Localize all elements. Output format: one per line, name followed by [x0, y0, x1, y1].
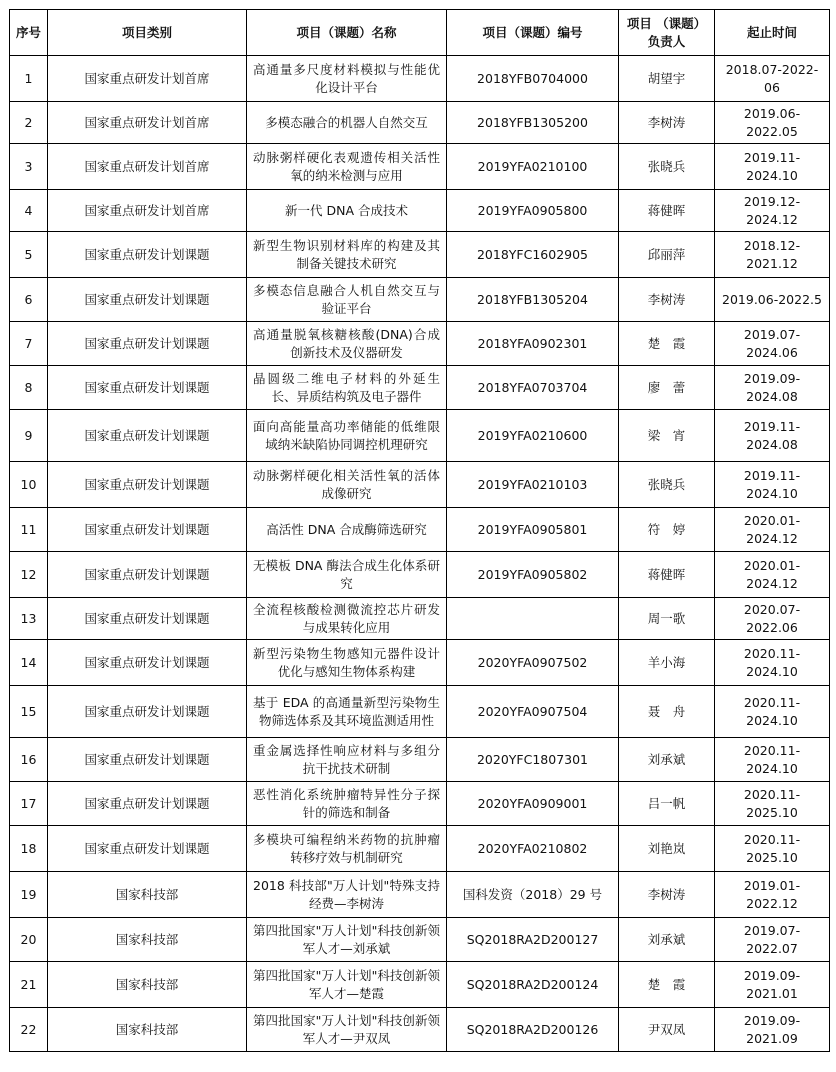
cell-leader: 聂 舟 — [619, 686, 715, 738]
table-row — [10, 322, 830, 366]
table-row — [10, 962, 830, 1008]
table-row — [10, 278, 830, 322]
table-row — [10, 232, 830, 278]
cell-leader: 周一歌 — [619, 598, 715, 640]
cell-category: 国家重点研发计划课题 — [48, 508, 247, 552]
cell-period: 2019.06-2022.05 — [715, 102, 830, 144]
cell-code: 2018YFB1305204 — [447, 278, 619, 322]
cell-period: 2020.11-2025.10 — [715, 826, 830, 872]
cell-period: 2019.06-2022.5 — [715, 278, 830, 322]
cell-leader: 刘承斌 — [619, 738, 715, 782]
table-row — [10, 552, 830, 598]
cell-period: 2020.11-2025.10 — [715, 782, 830, 826]
cell-code: 2018YFB0704000 — [447, 56, 619, 102]
cell-code: 2018YFC1602905 — [447, 232, 619, 278]
header-index: 序号 — [10, 10, 48, 56]
table-row — [10, 366, 830, 410]
table-row — [10, 598, 830, 640]
cell-leader: 张晓兵 — [619, 462, 715, 508]
cell-code: 国科发资（2018）29 号 — [447, 872, 619, 918]
cell-leader: 胡望宇 — [619, 56, 715, 102]
cell-name: 动脉粥样硬化相关活性氧的活体成像研究 — [247, 462, 447, 508]
cell-category: 国家科技部 — [48, 962, 247, 1008]
table-row — [10, 640, 830, 686]
cell-name: 多模块可编程纳米药物的抗肿瘤转移疗效与机制研究 — [247, 826, 447, 872]
cell-period: 2018.07-2022-06 — [715, 56, 830, 102]
cell-period: 2019.11-2024.08 — [715, 410, 830, 462]
cell-code: SQ2018RA2D200126 — [447, 1008, 619, 1052]
cell-leader: 尹双凤 — [619, 1008, 715, 1052]
table-row — [10, 738, 830, 782]
cell-code: 2019YFA0905800 — [447, 190, 619, 232]
table-row — [10, 410, 830, 462]
cell-leader: 李树涛 — [619, 102, 715, 144]
cell-code: 2018YFB1305200 — [447, 102, 619, 144]
cell-name: 新型污染物生物感知元器件设计优化与感知生物体系构建 — [247, 640, 447, 686]
cell-index: 19 — [10, 872, 48, 918]
cell-index: 2 — [10, 102, 48, 144]
cell-code: SQ2018RA2D200124 — [447, 962, 619, 1008]
cell-leader: 梁 宵 — [619, 410, 715, 462]
cell-category: 国家科技部 — [48, 872, 247, 918]
cell-period: 2020.11-2024.10 — [715, 738, 830, 782]
cell-code: 2019YFA0905801 — [447, 508, 619, 552]
cell-leader: 楚 霞 — [619, 322, 715, 366]
cell-index: 22 — [10, 1008, 48, 1052]
cell-name: 重金属选择性响应材料与多组分抗干扰技术研制 — [247, 738, 447, 782]
table-row — [10, 190, 830, 232]
cell-name: 动脉粥样硬化表观遗传相关活性氧的纳米检测与应用 — [247, 144, 447, 190]
table-row — [10, 462, 830, 508]
cell-code: 2020YFA0909001 — [447, 782, 619, 826]
table-row — [10, 826, 830, 872]
cell-category: 国家科技部 — [48, 918, 247, 962]
cell-index: 20 — [10, 918, 48, 962]
cell-code: 2020YFA0210802 — [447, 826, 619, 872]
cell-leader: 李树涛 — [619, 872, 715, 918]
cell-period: 2019.01-2022.12 — [715, 872, 830, 918]
cell-period: 2020.01-2024.12 — [715, 508, 830, 552]
header-code: 项目（课题）编号 — [447, 10, 619, 56]
project-table — [9, 9, 830, 1052]
cell-name: 无模板 DNA 酶法合成生化体系研究 — [247, 552, 447, 598]
cell-index: 15 — [10, 686, 48, 738]
project-table-container — [9, 9, 830, 1052]
cell-period: 2020.01-2024.12 — [715, 552, 830, 598]
cell-category: 国家重点研发计划首席 — [48, 144, 247, 190]
cell-code: 2019YFA0210100 — [447, 144, 619, 190]
cell-index: 7 — [10, 322, 48, 366]
cell-period: 2019.07-2024.06 — [715, 322, 830, 366]
cell-code: 2019YFA0210600 — [447, 410, 619, 462]
cell-name: 高通量脱氧核糖核酸(DNA)合成创新技术及仪器研发 — [247, 322, 447, 366]
cell-category: 国家重点研发计划课题 — [48, 782, 247, 826]
header-period: 起止时间 — [715, 10, 830, 56]
table-body — [10, 56, 830, 1052]
cell-name: 2018 科技部"万人计划"特殊支持经费—李树涛 — [247, 872, 447, 918]
table-row — [10, 102, 830, 144]
cell-category: 国家重点研发计划首席 — [48, 102, 247, 144]
cell-leader: 符 婷 — [619, 508, 715, 552]
cell-name: 第四批国家"万人计划"科技创新领军人才—刘承斌 — [247, 918, 447, 962]
cell-category: 国家重点研发计划首席 — [48, 56, 247, 102]
cell-code: 2020YFA0907504 — [447, 686, 619, 738]
table-header-row — [10, 10, 830, 56]
cell-period: 2019.11-2024.10 — [715, 462, 830, 508]
cell-code: 2019YFA0210103 — [447, 462, 619, 508]
cell-category: 国家科技部 — [48, 1008, 247, 1052]
cell-period: 2019.09-2021.09 — [715, 1008, 830, 1052]
cell-code: 2020YFA0907502 — [447, 640, 619, 686]
cell-code: 2019YFA0905802 — [447, 552, 619, 598]
cell-index: 6 — [10, 278, 48, 322]
cell-code: 2020YFC1807301 — [447, 738, 619, 782]
cell-index: 4 — [10, 190, 48, 232]
cell-name: 高活性 DNA 合成酶筛选研究 — [247, 508, 447, 552]
header-name: 项目（课题）名称 — [247, 10, 447, 56]
cell-index: 8 — [10, 366, 48, 410]
cell-leader: 楚 霞 — [619, 962, 715, 1008]
cell-category: 国家重点研发计划课题 — [48, 826, 247, 872]
cell-leader: 刘艳岚 — [619, 826, 715, 872]
cell-category: 国家重点研发计划课题 — [48, 462, 247, 508]
cell-period: 2019.12-2024.12 — [715, 190, 830, 232]
cell-category: 国家重点研发计划课题 — [48, 598, 247, 640]
cell-index: 17 — [10, 782, 48, 826]
table-row — [10, 918, 830, 962]
cell-period: 2019.11-2024.10 — [715, 144, 830, 190]
cell-leader: 吕一帆 — [619, 782, 715, 826]
cell-index: 5 — [10, 232, 48, 278]
cell-category: 国家重点研发计划课题 — [48, 552, 247, 598]
cell-period: 2019.09-2021.01 — [715, 962, 830, 1008]
cell-category: 国家重点研发计划课题 — [48, 738, 247, 782]
cell-leader: 羊小海 — [619, 640, 715, 686]
cell-index: 14 — [10, 640, 48, 686]
header-leader: 项目 （课题）负责人 — [619, 10, 715, 56]
cell-name: 第四批国家"万人计划"科技创新领军人才—楚霞 — [247, 962, 447, 1008]
cell-category: 国家重点研发计划课题 — [48, 686, 247, 738]
cell-code: 2018YFA0703704 — [447, 366, 619, 410]
cell-name: 基于 EDA 的高通量新型污染物生物筛选体系及其环境监测适用性 — [247, 686, 447, 738]
cell-index: 16 — [10, 738, 48, 782]
cell-name: 全流程核酸检测微流控芯片研发与成果转化应用 — [247, 598, 447, 640]
cell-index: 13 — [10, 598, 48, 640]
cell-period: 2019.07-2022.07 — [715, 918, 830, 962]
cell-name: 恶性消化系统肿瘤特异性分子探针的筛选和制备 — [247, 782, 447, 826]
cell-category: 国家重点研发计划课题 — [48, 640, 247, 686]
table-row — [10, 144, 830, 190]
cell-period: 2018.12-2021.12 — [715, 232, 830, 278]
cell-leader: 蒋健晖 — [619, 190, 715, 232]
cell-category: 国家重点研发计划课题 — [48, 278, 247, 322]
cell-index: 3 — [10, 144, 48, 190]
cell-name: 第四批国家"万人计划"科技创新领军人才—尹双凤 — [247, 1008, 447, 1052]
cell-leader: 李树涛 — [619, 278, 715, 322]
cell-leader: 张晓兵 — [619, 144, 715, 190]
cell-name: 新型生物识别材料库的构建及其制备关键技术研究 — [247, 232, 447, 278]
cell-index: 1 — [10, 56, 48, 102]
cell-name: 高通量多尺度材料模拟与性能优化设计平台 — [247, 56, 447, 102]
cell-name: 多模态融合的机器人自然交互 — [247, 102, 447, 144]
cell-index: 21 — [10, 962, 48, 1008]
cell-leader: 邱丽萍 — [619, 232, 715, 278]
cell-name: 面向高能量高功率储能的低维限域纳米缺陷协同调控机理研究 — [247, 410, 447, 462]
cell-leader: 廖 蕾 — [619, 366, 715, 410]
cell-category: 国家重点研发计划课题 — [48, 366, 247, 410]
table-row — [10, 508, 830, 552]
table-row — [10, 1008, 830, 1052]
cell-period: 2020.11-2024.10 — [715, 640, 830, 686]
table-row — [10, 686, 830, 738]
cell-period: 2019.09-2024.08 — [715, 366, 830, 410]
cell-index: 18 — [10, 826, 48, 872]
header-category: 项目类别 — [48, 10, 247, 56]
cell-code: 2018YFA0902301 — [447, 322, 619, 366]
cell-code: SQ2018RA2D200127 — [447, 918, 619, 962]
cell-name: 新一代 DNA 合成技术 — [247, 190, 447, 232]
cell-category: 国家重点研发计划首席 — [48, 190, 247, 232]
cell-leader: 蒋健晖 — [619, 552, 715, 598]
cell-leader: 刘承斌 — [619, 918, 715, 962]
cell-name: 晶圆级二维电子材料的外延生长、异质结构筑及电子器件 — [247, 366, 447, 410]
cell-period: 2020.07-2022.06 — [715, 598, 830, 640]
cell-name: 多模态信息融合人机自然交互与验证平台 — [247, 278, 447, 322]
table-row — [10, 782, 830, 826]
cell-category: 国家重点研发计划课题 — [48, 232, 247, 278]
cell-category: 国家重点研发计划课题 — [48, 410, 247, 462]
cell-category: 国家重点研发计划课题 — [48, 322, 247, 366]
cell-index: 11 — [10, 508, 48, 552]
table-row — [10, 56, 830, 102]
table-row — [10, 872, 830, 918]
cell-period: 2020.11-2024.10 — [715, 686, 830, 738]
cell-index: 12 — [10, 552, 48, 598]
cell-code — [447, 598, 619, 640]
cell-index: 10 — [10, 462, 48, 508]
cell-index: 9 — [10, 410, 48, 462]
